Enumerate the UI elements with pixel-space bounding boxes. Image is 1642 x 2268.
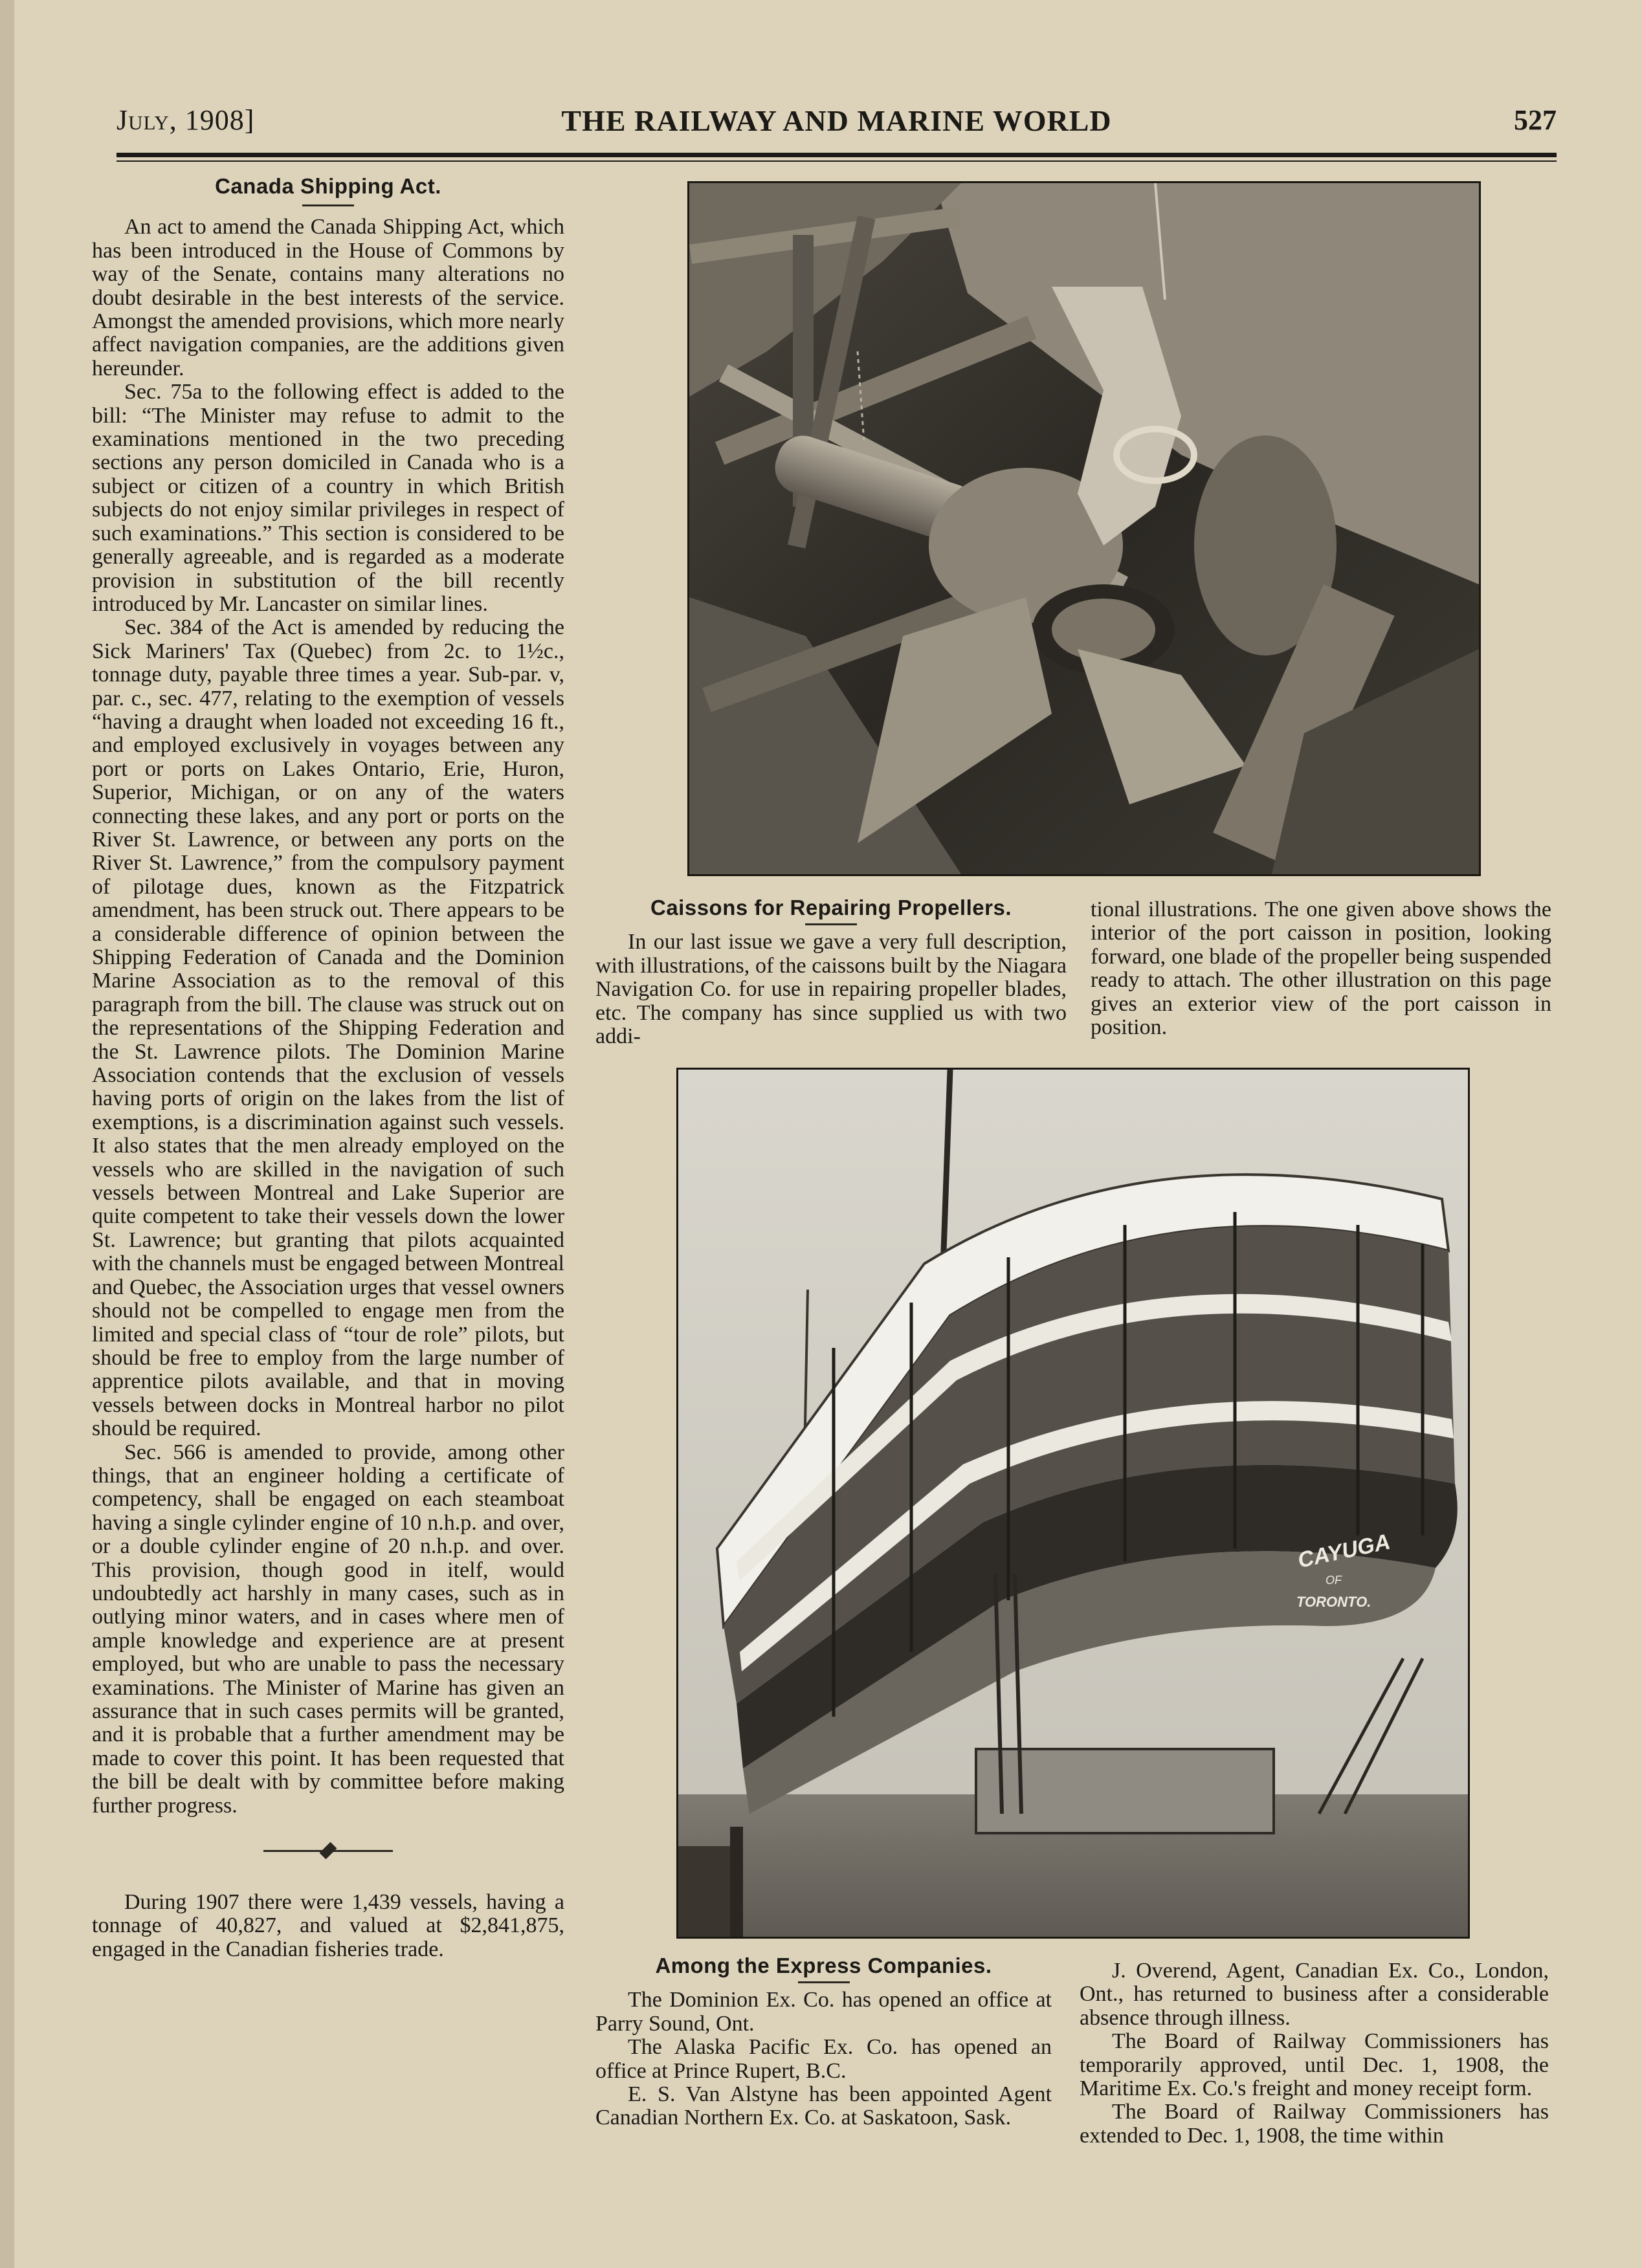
express-item: The Alaska Pacific Ex. Co. has opened an office at Prince Rupert, B.C. — [595, 2035, 1052, 2083]
cayuga-ship-photo — [676, 1068, 1470, 1939]
paragraph: Sec. 384 of the Act is amended by reducing the Sick Mariners' Tax (Quebec) from 2c. to 1½c., tonnage duty, payable three times a year. Sub-par. v, par. c., sec. 477, relating to the exemption of vessels “having a draught when loaded not exceeding 16 ft., and employed exclusively in voyages between any port or ports on Lakes Ontario, Erie, Huron, Superior, Michigan, or on any of the waters connecting these lakes, and any port or ports on the River St. Lawrence, or between any ports on the River St. Lawrence,” from the compulsory payment of pilotage dues, known as the Fitzpatrick amendment, has been struck out. There appears to be a considerable difference of opinion between the Shipping Federation of Canada and the Dominion Marine Association as to the removal of this paragraph from the bill. The clause was struck out on the representations of the Shipping Federation and the St. Lawrence pilots. The Dominion Marine Association contends that the exclusion of vessels having ports of origin on the lakes from the list of exemptions, is a discrimination against such vessels. It also states that the men already employed on the vessels who are skilled in the navigation of such vessels between Montreal and Lake Superior are quite competent to take their vessels down the lower St. Lawrence; but granting that pilots acquainted with the channels must be engaged between Montreal and Quebec, the Association urges that vessel owners should not be compelled to engage men from the limited and special class of “tour de role” pilots, but should be free to employ from the large number of apprentice pilots available, and that in moving vessels between docks in Montreal harbor no pilot should be required. — [92, 615, 564, 1441]
express-heading: Among the Express Companies. — [655, 1954, 992, 1977]
caissons-text-left: In our last issue we gave a very full description, with illustrations, of the caissons built by the Niagara Navigation Co. for use in repairing propeller blades, etc. The company has since supplied us with two addi- — [595, 930, 1067, 1049]
heading-dash — [798, 1981, 850, 1983]
canada-shipping-heading: Canada Shipping Act. — [215, 174, 441, 198]
paragraph: Sec. 566 is amended to provide, among other things, that an engineer holding a certificate of competency, shall be engaged on each steamboat having a single cylinder engine of 10 n.h.p. and over, or a double cylinder engine of 20 n.h.p. and over. This provision, though good in itelf, would undoubtedly act harshly in many cases, such as in outlying minor waters, and in cases where men of ample knowledge and experience are at present employed, but who are unable to pass the necessary examinations. The Minister of Marine has given an assurance that in such cases permits will be granted, and it is probable that a further amendment may be made to cover this point. It has been requested that the bill be dealt with by committee before making further progress. — [92, 1440, 564, 1818]
express-item: J. Overend, Agent, Canadian Ex. Co., London, Ont., has returned to business after a considerable absence through illness. — [1080, 1959, 1549, 2030]
paragraph: Sec. 75a to the following effect is added to the bill: “The Minister may refuse to admit to the examinations mentioned in the two preceding sections any person domiciled in Canada who is a subject or citizen of a country in which British subjects do not enjoy similar privileges in respect of such examinations.” This section is considered to be generally agreeable, and is regarded as a moderate provision in substitution of the bill recently introduced by Mr. Lancaster on similar lines. — [92, 380, 564, 616]
fisheries-paragraph: During 1907 there were 1,439 vessels, having a tonnage of 40,827, and valued at $2,841,875, engaged in the Canadian fisheries trade. — [92, 1890, 564, 1961]
express-item: The Dominion Ex. Co. has opened an office at Parry Sound, Ont. — [595, 1988, 1052, 2036]
page-edge — [0, 0, 14, 2268]
hull-name: CAYUGA — [1295, 1529, 1393, 1573]
express-item: The Board of Railway Commissioners has extended to Dec. 1, 1908, the time within — [1080, 2100, 1549, 2148]
heading-dash — [302, 204, 354, 206]
heading-dash — [805, 923, 857, 925]
canada-shipping-article — [92, 175, 564, 1961]
propeller-illustration — [689, 183, 1479, 874]
header-title: THE RAILWAY AND MARINE WORLD — [561, 104, 1112, 137]
caissons-article-right — [1091, 898, 1551, 1039]
hull-of: OF — [1326, 1574, 1342, 1587]
caissons-text-right: tional illustrations. The one given above shows the interior of the port caisson in position, looking forward, one blade of the propeller being suspended ready to attach. The other illustration on this page gives an exterior view of the port caisson in position. — [1091, 897, 1551, 1040]
express-article-right — [1080, 1959, 1549, 2148]
header-rule — [116, 153, 1557, 157]
header-date: July, 1908] — [116, 104, 255, 136]
caissons-article-left — [595, 896, 1067, 1048]
paragraph: An act to amend the Canada Shipping Act, which has been introduced in the House of Commons by way of the Senate, contains many alterations no doubt desirable in the best interests of the service. Amongst the amended provisions, which more nearly affect navigation companies, are the additions given hereunder. — [92, 215, 564, 380]
header-rule-thin — [116, 160, 1557, 162]
page-header — [116, 104, 1557, 142]
ship-illustration — [678, 1070, 1468, 1937]
express-article-left — [595, 1954, 1052, 2130]
express-item: E. S. Van Alstyne has been appointed Agent Canadian Northern Ex. Co. at Saskatoon, Sask. — [595, 2082, 1052, 2130]
hull-port: TORONTO. — [1296, 1594, 1371, 1610]
section-ornament — [263, 1850, 393, 1852]
propeller-caisson-photo — [687, 181, 1481, 876]
page-number: 527 — [1514, 104, 1557, 136]
express-item: The Board of Railway Commissioners has temporarily approved, until Dec. 1, 1908, the Maritime Ex. Co.'s freight and money receipt form. — [1080, 2029, 1549, 2101]
caissons-heading: Caissons for Repairing Propellers. — [650, 896, 1012, 919]
